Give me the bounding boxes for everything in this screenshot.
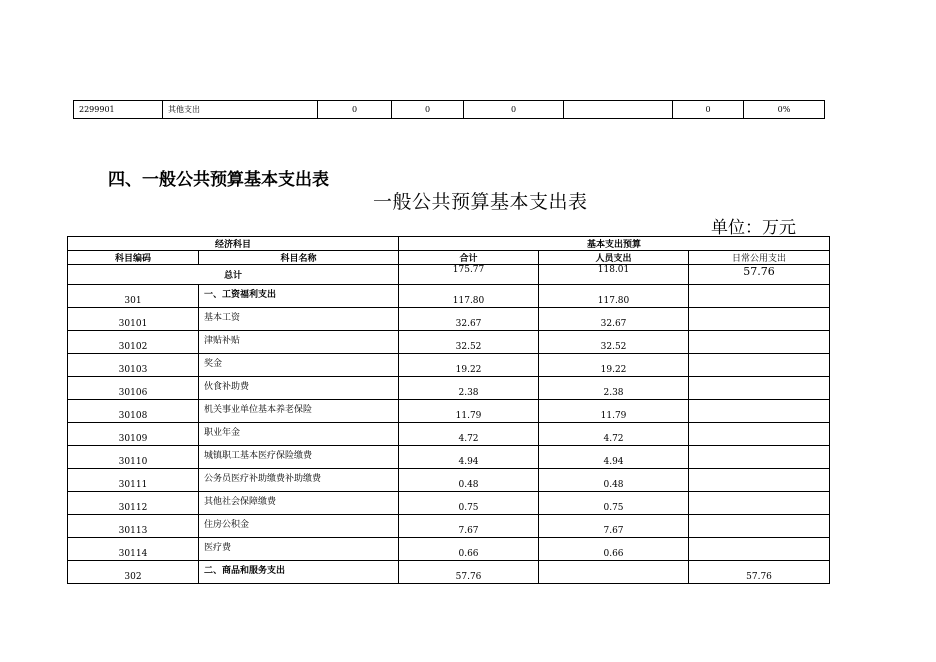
table-row xyxy=(68,400,830,423)
table-row xyxy=(68,538,830,561)
cell-total: 4.72 xyxy=(399,423,539,446)
cell-name: 医疗费 xyxy=(199,538,399,561)
table-row xyxy=(68,377,830,400)
cell-personnel: 4.94 xyxy=(539,446,689,469)
previous-table xyxy=(73,100,825,119)
cell-code: 301 xyxy=(68,285,199,308)
table-row xyxy=(68,285,830,308)
cell-total: 32.52 xyxy=(399,331,539,354)
cell-code: 30101 xyxy=(68,308,199,331)
table-body xyxy=(68,285,830,584)
cell-personnel: 117.80 xyxy=(539,285,689,308)
cell-public: 57.76 xyxy=(689,561,830,584)
cell-total: 11.79 xyxy=(399,400,539,423)
header-basic-budget: 基本支出预算 xyxy=(399,237,830,251)
cell-personnel: 7.67 xyxy=(539,515,689,538)
cell-total: 4.94 xyxy=(399,446,539,469)
table-row xyxy=(68,446,830,469)
table-row xyxy=(68,469,830,492)
expenditure-table xyxy=(67,236,830,584)
cell-public xyxy=(689,515,830,538)
cell-total: 0.75 xyxy=(399,492,539,515)
cell-code: 30110 xyxy=(68,446,199,469)
cell-personnel: 19.22 xyxy=(539,354,689,377)
cell-code: 30103 xyxy=(68,354,199,377)
cell-personnel: 32.52 xyxy=(539,331,689,354)
cell-public xyxy=(689,446,830,469)
total-total: 175.77 xyxy=(399,265,539,285)
table-row xyxy=(68,331,830,354)
header-personnel: 人员支出 xyxy=(539,251,689,265)
cell-code: 30112 xyxy=(68,492,199,515)
cell-value: 0 xyxy=(673,101,744,119)
total-public: 57.76 xyxy=(689,265,830,285)
cell-value: 0 xyxy=(464,101,564,119)
unit-label: 单位：万元 xyxy=(711,218,796,238)
cell-personnel: 32.67 xyxy=(539,308,689,331)
cell-personnel: 0.48 xyxy=(539,469,689,492)
table-title: 一般公共预算基本支出表 xyxy=(373,191,588,213)
cell-total: 0.66 xyxy=(399,538,539,561)
section-heading: 四、一般公共预算基本支出表 xyxy=(108,170,329,190)
cell-total: 0.48 xyxy=(399,469,539,492)
cell-name: 其他支出 xyxy=(163,101,318,119)
total-personnel: 118.01 xyxy=(539,265,689,285)
cell-name: 伙食补助费 xyxy=(199,377,399,400)
cell-name: 津贴补贴 xyxy=(199,331,399,354)
cell-name: 城镇职工基本医疗保险缴费 xyxy=(199,446,399,469)
cell-personnel: 2.38 xyxy=(539,377,689,400)
cell-name: 公务员医疗补助缴费补助缴费 xyxy=(199,469,399,492)
cell-personnel: 0.66 xyxy=(539,538,689,561)
cell-code: 30111 xyxy=(68,469,199,492)
table-row xyxy=(68,492,830,515)
table-row xyxy=(74,101,825,119)
table-row xyxy=(68,561,830,584)
cell-code: 30102 xyxy=(68,331,199,354)
cell-total: 19.22 xyxy=(399,354,539,377)
cell-public xyxy=(689,331,830,354)
cell-total: 117.80 xyxy=(399,285,539,308)
table-row xyxy=(68,423,830,446)
cell-name: 机关事业单位基本养老保险 xyxy=(199,400,399,423)
cell-value: 0 xyxy=(392,101,464,119)
cell-code: 30108 xyxy=(68,400,199,423)
header-row xyxy=(68,237,830,251)
cell-code: 30113 xyxy=(68,515,199,538)
cell-public xyxy=(689,377,830,400)
cell-code: 302 xyxy=(68,561,199,584)
cell-personnel: 11.79 xyxy=(539,400,689,423)
cell-name: 其他社会保障缴费 xyxy=(199,492,399,515)
header-row xyxy=(68,251,830,265)
cell-name: 一、工资福利支出 xyxy=(199,285,399,308)
cell-code: 2299901 xyxy=(74,101,163,119)
cell-public xyxy=(689,354,830,377)
header-code: 科目编码 xyxy=(68,251,199,265)
cell-personnel: 0.75 xyxy=(539,492,689,515)
cell-total: 32.67 xyxy=(399,308,539,331)
cell-personnel xyxy=(539,561,689,584)
cell-name: 奖金 xyxy=(199,354,399,377)
cell-public xyxy=(689,538,830,561)
cell-public xyxy=(689,423,830,446)
table-row xyxy=(68,308,830,331)
cell-total: 57.76 xyxy=(399,561,539,584)
total-label: 总计 xyxy=(68,265,399,285)
cell-public xyxy=(689,492,830,515)
cell-code: 30109 xyxy=(68,423,199,446)
header-public: 日常公用支出 xyxy=(689,251,830,265)
cell-value xyxy=(564,101,673,119)
cell-public xyxy=(689,308,830,331)
header-total: 合计 xyxy=(399,251,539,265)
table-row xyxy=(68,515,830,538)
cell-public xyxy=(689,469,830,492)
header-name: 科目名称 xyxy=(199,251,399,265)
cell-name: 二、商品和服务支出 xyxy=(199,561,399,584)
cell-total: 2.38 xyxy=(399,377,539,400)
header-econ-subject: 经济科目 xyxy=(68,237,399,251)
table-row xyxy=(68,354,830,377)
cell-percent: 0% xyxy=(744,101,825,119)
cell-code: 30106 xyxy=(68,377,199,400)
cell-code: 30114 xyxy=(68,538,199,561)
cell-public xyxy=(689,285,830,308)
total-row xyxy=(68,265,830,285)
cell-name: 住房公积金 xyxy=(199,515,399,538)
cell-personnel: 4.72 xyxy=(539,423,689,446)
cell-value: 0 xyxy=(318,101,392,119)
cell-name: 职业年金 xyxy=(199,423,399,446)
cell-total: 7.67 xyxy=(399,515,539,538)
cell-public xyxy=(689,400,830,423)
cell-name: 基本工资 xyxy=(199,308,399,331)
